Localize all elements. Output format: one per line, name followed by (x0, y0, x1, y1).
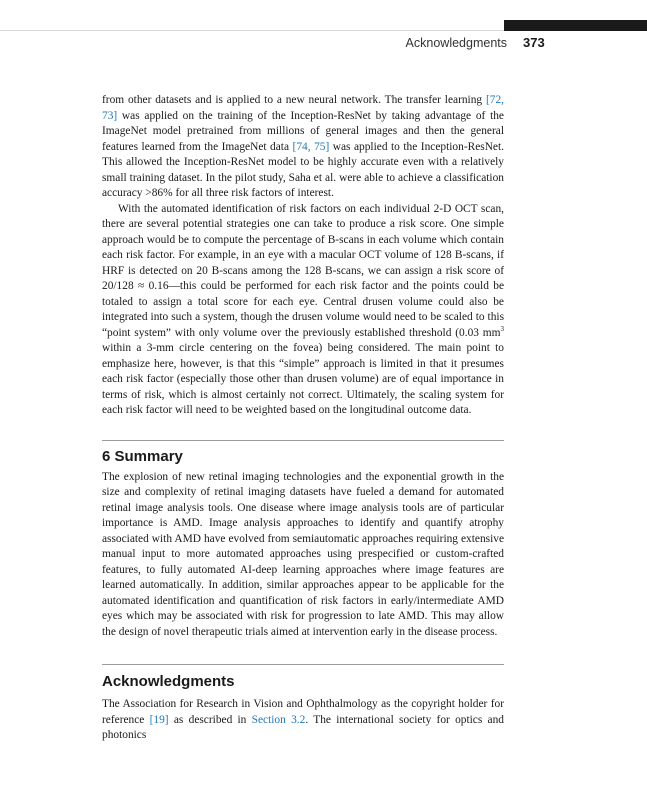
page-body (102, 93, 504, 744)
section-heading-acknowledgments: Acknowledgments (102, 673, 235, 690)
text-run: The Association for Research in Vision and Ophthalmology as the copyright holder for reference (102, 698, 504, 726)
section-heading-summary: 6 Summary (102, 447, 183, 465)
section-divider (102, 440, 504, 441)
superscript: 3 (500, 324, 504, 333)
section-link[interactable]: Section 3.2 (251, 713, 306, 726)
header-rule (0, 30, 504, 31)
paragraph-summary: The explosion of new retinal imaging technologies and the exponential growth in the size and complexity of retinal imaging datasets have fueled a demand for automated retinal image analysis tools. One disease where image analysis tools are of particular importance is AMD. Image analysis approaches to identify and quantify atrophy associated with AMD have evolved from semiautomatic approaches requiring extensive manual input to more automated approaches using prespecified or custom-crafted features, to fully automated AI-deep learning approaches where image features are learned automatically. In addition, similar approaches appear to be applicable for the automated identification and quantification of risk factors in early/intermediate AMD eyes which may be associated with risk for progression to late AMD. This may allow the design of novel therapeutic trials aimed at intervention early in the disease process. (102, 470, 504, 638)
paragraph-acknowledgments (102, 697, 504, 744)
text-run: . The international society for optics and photonics (102, 713, 505, 741)
running-title: Acknowledgments (405, 36, 507, 50)
text-run: With the automated identification of risk factors on each individual 2-D OCT scan, there are several potential strategies one can take to produce a risk score. One simple approach would be to compute the percentage of B-scans in each volume which contain each risk factor. For example, in an eye with a macular OCT volume of 128 B-scans, if HRF is detected on 20 B-scans among the 128 B-scans, we can assign a risk score of 20/128 ≈ 0.16—this could be performed for each risk factor and the points could be totaled to assign a total score for each eye. Central drusen volume could also be integrated into such a system, though the drusen volume would need to be scaled to this “point system” with only volume over the previously established threshold (0.03 mm (102, 202, 504, 339)
text-run: within a 3-mm circle centering on the fovea) being considered. The main point to emphasize here, however, is that this “simple” approach is limited in that it presumes each risk factor (especially those other than drusen volume) are of equal importance in terms of risk, which is almost certainly not correct. Ultimately, the scaling system for each risk factor will need to be weighted based on the longitudinal outcome data. (102, 342, 504, 416)
text-run: as described in (168, 713, 252, 726)
citation-link[interactable]: [74, 75] (292, 140, 330, 153)
text-run: from other datasets and is applied to a new neural network. The transfer learning (102, 94, 486, 106)
paragraph-risk-score (102, 202, 504, 419)
text-run: was applied to the Inception-ResNet. This allowed the Inception-ResNet model to be highly accurate even with a relatively small training dataset. In the pilot study, Saha et al. were able to achieve a classification accuracy >86% for all three risk factors of interest. (102, 140, 504, 199)
header-accent-bar (504, 20, 647, 31)
paragraph-transfer-learning (102, 93, 504, 202)
section-divider (102, 664, 504, 665)
citation-link[interactable]: [72, 73] (102, 94, 504, 122)
text-run: was applied on the training of the Inception-ResNet by taking advantage of the ImageNet model pretrained from millions of general images and then the general features learned from the ImageNet data (102, 109, 504, 153)
page-number: 373 (523, 35, 545, 50)
citation-link[interactable]: [19] (149, 713, 169, 726)
